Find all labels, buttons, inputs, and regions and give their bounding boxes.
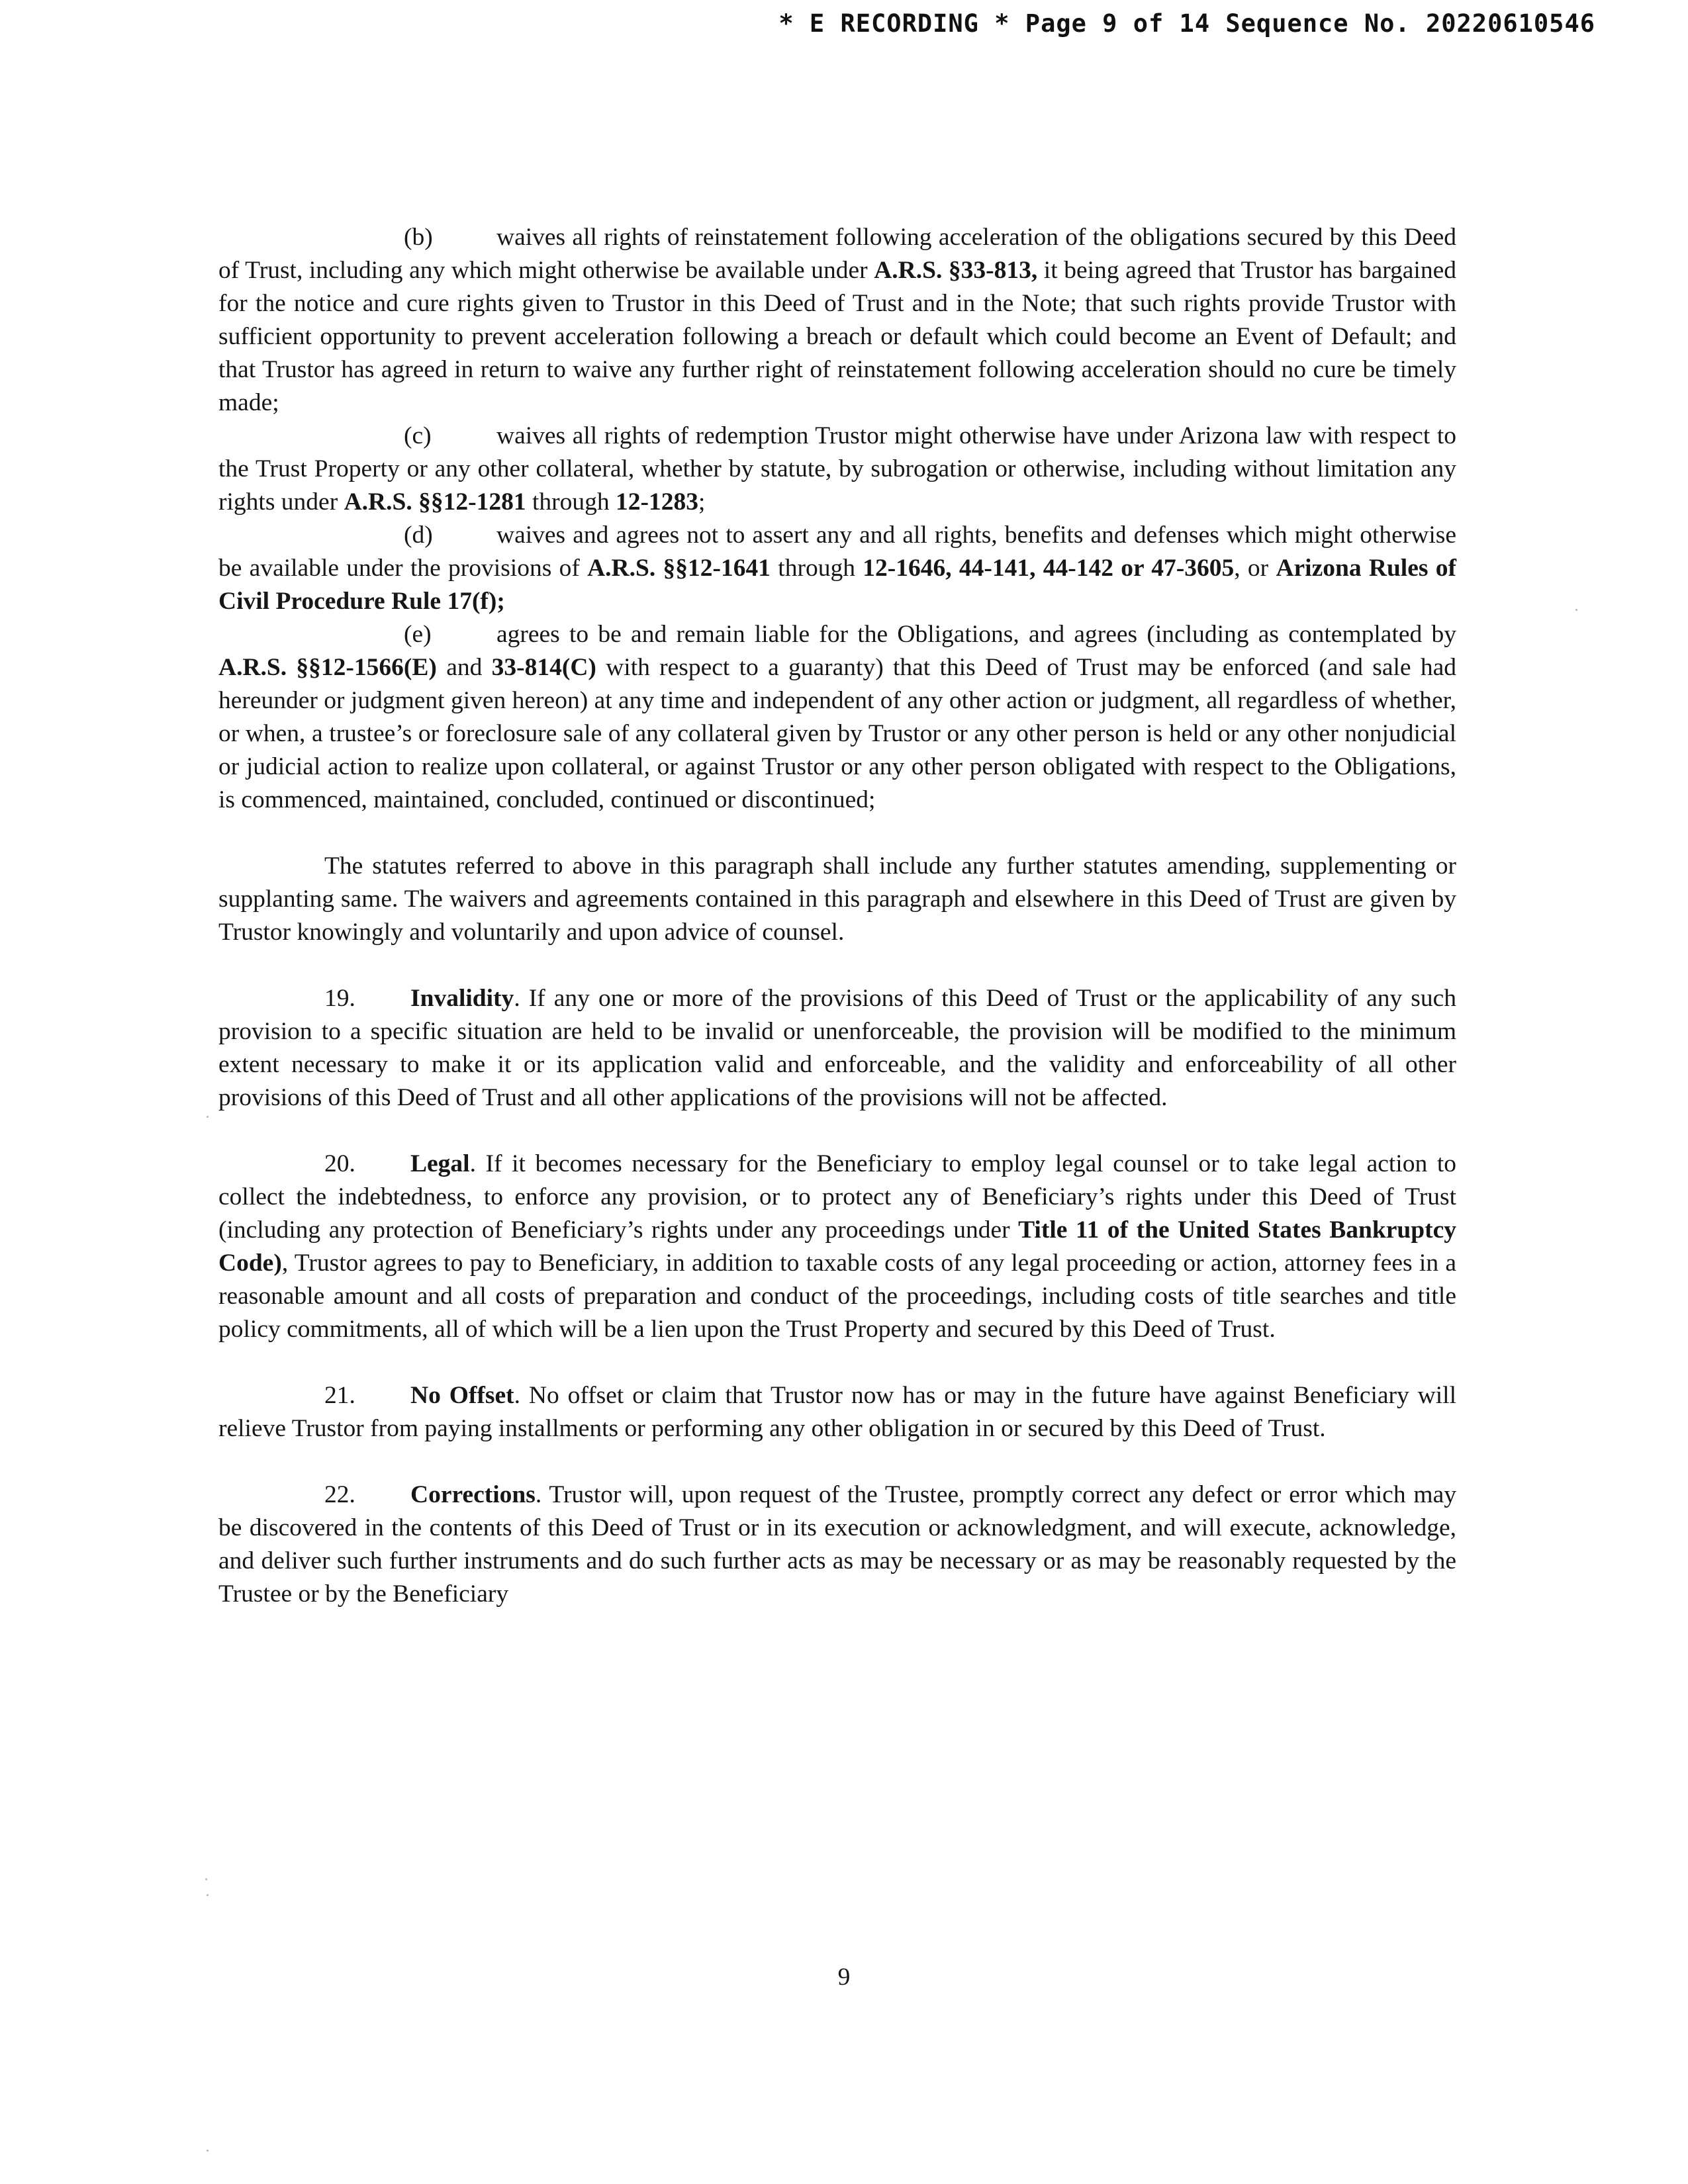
section-20-title: Legal [410, 1150, 470, 1177]
item-d-citation-1: A.R.S. §§12-1641 [587, 555, 771, 582]
item-e-label: (e) [404, 621, 432, 648]
section-21-text: . No offset or claim that Trustor now has or may in the future have against Beneficiary will relieve Trustor from paying installments or performing any other obligation in or secured by this Deed of Trust. [218, 1382, 1457, 1442]
item-d-text-3: , or [1234, 555, 1276, 582]
item-e-text-3: with respect to a guaranty) that this Deed of Trust may be enforced (and sale had hereunder or judgment given hereon) at any time and independent of any other action or judgment, all regardless of whether, or when, a trustee’s or foreclosure sale of any collateral given by Trustor or any other person is held or any other nonjudicial or judicial action to realize upon collateral, or against Trustor or any other person obligated with respect to the Obligations, is commenced, maintained, concluded, continued or discontinued; [218, 654, 1456, 813]
item-c-label: (c) [404, 422, 432, 449]
item-d [218, 519, 1456, 618]
statutes-paragraph: The statutes referred to above in this paragraph shall include any further statutes amending, supplementing or supplanting same. The waivers and agreements contained in this paragraph and elsewhere in this Deed of Trust are given by Trustor knowingly and voluntarily and upon advice of counsel. [218, 852, 1456, 946]
scan-speck [207, 1116, 209, 1118]
item-b [218, 221, 1456, 420]
section-20-text-2: , Trustor agrees to pay to Beneficiary, in addition to taxable costs of any legal proceeding or action, attorney fees in a reasonable amount and all costs of preparation and conduct of the proceedings, including costs of title searches and title policy commitments, all of which will be a lien upon the Trust Property and secured by this Deed of Trust. [218, 1250, 1456, 1343]
item-e-citation-2: 33-814(C) [491, 654, 596, 681]
item-d-citation-2: 12-1646, 44-141, 44-142 or 47-3605 [863, 555, 1235, 582]
section-19-text: . If any one or more of the provisions of this Deed of Trust or the applicability of any such provision to a specific situation are held to be invalid or unenforceable, the provision will be modified to the minimum extent necessary to make it or its application valid and enforceable, and the validity and enforceability of all other provisions of this Deed of Trust and all other applications of the provisions will not be affected. [218, 985, 1456, 1111]
item-d-citation-3: Arizona Rules of Civil Procedure Rule 17(f); [218, 555, 1456, 615]
spacer [218, 817, 1456, 850]
item-c [218, 420, 1456, 519]
spacer [218, 949, 1456, 982]
item-b-citation: A.R.S. §33-813, [874, 257, 1038, 284]
scan-speck [207, 2150, 209, 2152]
spacer [218, 1445, 1456, 1479]
item-c-citation-2: 12-1283 [616, 488, 698, 516]
scan-speck [205, 1878, 207, 1880]
item-d-text-1: waives and agrees not to assert any and all rights, benefits and defenses which might otherwise be available under the provisions of [218, 522, 1456, 582]
item-c-citation-1: A.R.S. §§12-1281 [344, 488, 526, 516]
section-19 [218, 982, 1456, 1115]
item-d-label: (d) [404, 522, 433, 549]
section-21-number: 21. [324, 1382, 355, 1409]
section-20-bold-reference: Title 11 of the United States Bankruptcy Code) [218, 1216, 1456, 1277]
item-c-text-1: waives all rights of redemption Trustor might otherwise have under Arizona law with respect to the Trust Property or any other collateral, whether by statute, by subrogation or otherwise, including without limitation any rights under [218, 422, 1456, 516]
section-22 [218, 1479, 1456, 1611]
scan-speck [1575, 609, 1577, 611]
section-20 [218, 1148, 1456, 1346]
section-19-title: Invalidity [410, 985, 514, 1012]
section-22-title: Corrections [410, 1481, 536, 1508]
section-21-title: No Offset [410, 1382, 514, 1409]
section-20-number: 20. [324, 1150, 355, 1177]
item-c-text-2: through [526, 488, 616, 516]
section-20-text-1: . If it becomes necessary for the Beneficiary to employ legal counsel or to take legal action to collect the indebtedness, to enforce any provision, or to protect any of Beneficiary’s rights under this Deed of Trust (including any protection of Beneficiary’s rights under any proceedings under [218, 1150, 1456, 1244]
spacer [218, 1115, 1456, 1148]
recording-header: * E RECORDING * Page 9 of 14 Sequence No. 20220610546 [778, 9, 1595, 38]
item-b-label: (b) [404, 224, 433, 251]
item-e [218, 618, 1456, 817]
spacer [218, 1346, 1456, 1379]
item-e-citation-1: A.R.S. §§12-1566(E) [218, 654, 437, 681]
section-22-number: 22. [324, 1481, 355, 1508]
scan-speck [207, 1894, 209, 1896]
item-e-text-1: agrees to be and remain liable for the Obligations, and agrees (including as contemplated by [496, 621, 1456, 648]
section-22-text: . Trustor will, upon request of the Trustee, promptly correct any defect or error which may be discovered in the contents of this Deed of Trust or in its execution or acknowledgment, and will execute, acknowledge, and deliver such further instruments and do such further acts as may be necessary or as may be reasonably requested by the Trustee or by the Beneficiary [218, 1481, 1456, 1608]
document-body [218, 221, 1456, 1611]
item-c-text-3: ; [698, 488, 706, 516]
item-b-text-1: waives all rights of reinstatement following acceleration of the obligations secured by this Deed of Trust, including any which might otherwise be available under [218, 224, 1456, 284]
item-d-text-2: through [771, 555, 863, 582]
section-21 [218, 1379, 1456, 1445]
section-19-number: 19. [324, 985, 355, 1012]
page-number: 9 [837, 1964, 851, 1991]
item-e-text-2: and [436, 654, 492, 681]
item-b-text-2: it being agreed that Trustor has bargained for the notice and cure rights given to Trustor in this Deed of Trust and in the Note; that such rights provide Trustor with sufficient opportunity to prevent acceleration following a breach or default which could become an Event of Default; and that Trustor has agreed in return to waive any further right of reinstatement following acceleration should no cure be timely made; [218, 257, 1456, 416]
